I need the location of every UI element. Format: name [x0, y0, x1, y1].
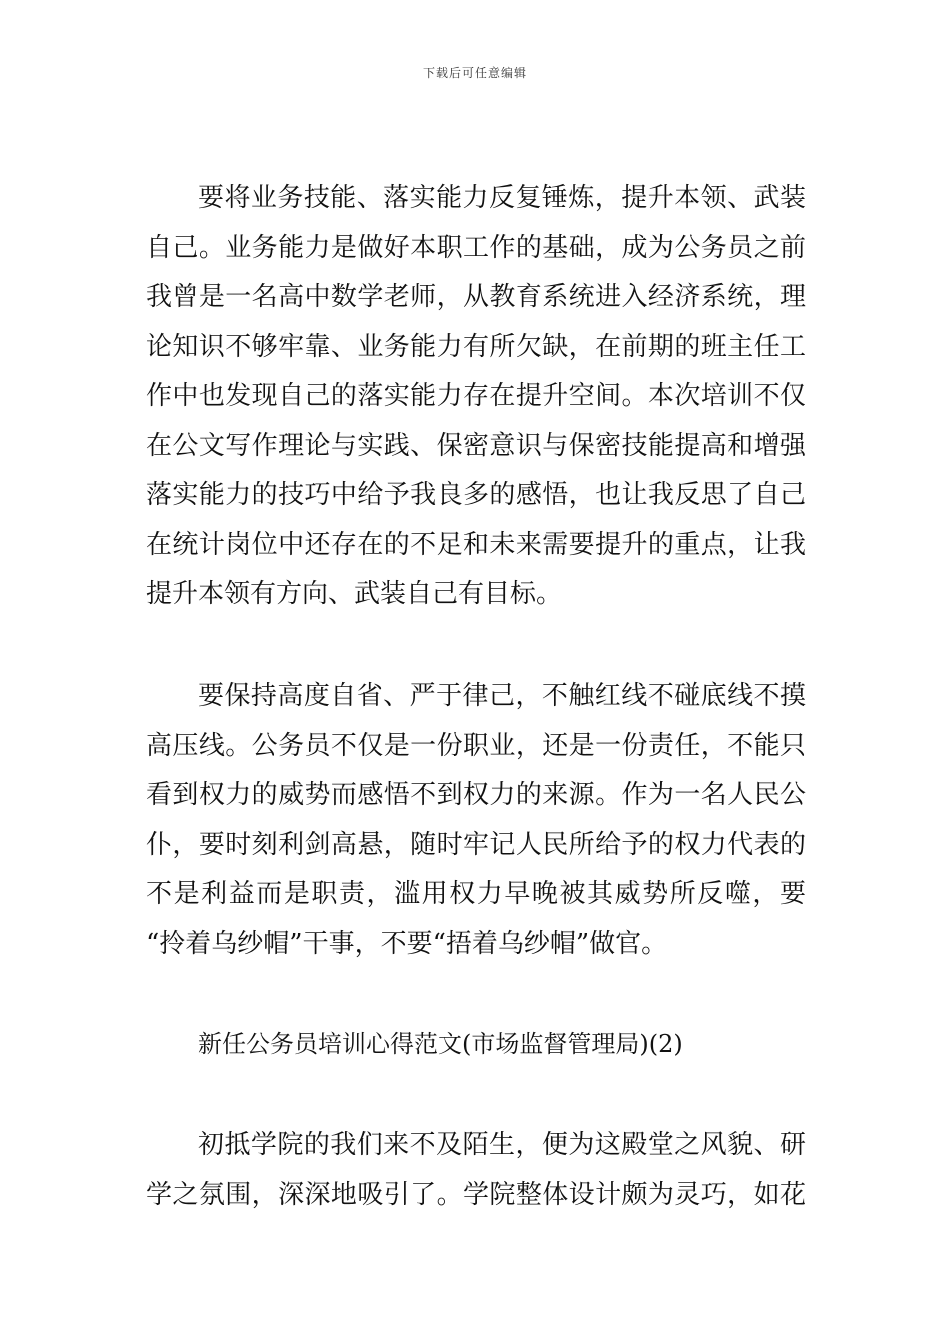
paragraph-line: 我曾是一名高中数学老师，从教育系统进入经济系统，理	[146, 282, 806, 312]
paragraph-line: “拎着乌纱帽”干事，不要“捂着乌纱帽”做官。	[146, 928, 668, 959]
paragraph-line: 学之氛围，深深地吸引了。学院整体设计颇为灵巧，如花	[146, 1179, 806, 1210]
download-watermark: 下载后可任意编辑	[422, 66, 527, 80]
paragraph-line: 初抵学院的我们来不及陌生，便为这殿堂之风貌、研	[198, 1130, 806, 1160]
paragraph-line: 落实能力的技巧中给予我良多的感悟，也让我反思了自己	[146, 480, 806, 510]
paragraph-line: 高压线。公务员不仅是一份职业，还是一份责任，不能只	[146, 730, 806, 761]
paragraph-line: 不是利益而是职责，滥用权力早晚被其威势所反噬，要	[146, 879, 806, 909]
paragraph-line: 提升本领有方向、武装自己有目标。	[146, 579, 563, 609]
paragraph-academy	[146, 1121, 806, 1220]
section-heading: 新任公务员培训心得范文(市场监督管理局)(2)	[198, 1030, 683, 1058]
paragraph-line: 要将业务技能、落实能力反复锤炼，提升本领、武装	[198, 183, 806, 213]
paragraph-skills	[146, 174, 806, 620]
paragraph-line: 作中也发现自己的落实能力存在提升空间。本次培训不仅	[146, 381, 806, 411]
paragraph-self-discipline	[146, 672, 806, 969]
paragraph-line: 仆，要时刻利剑高悬，随时牢记人民所给予的权力代表的	[146, 829, 806, 860]
paragraph-line: 论知识不够牢靠、业务能力有所欠缺，在前期的班主任工	[146, 331, 806, 362]
paragraph-line: 要保持高度自省、严于律己，不触红线不碰底线不摸	[198, 681, 806, 711]
paragraph-line: 在统计岗位中还存在的不足和未来需要提升的重点，让我	[146, 529, 806, 560]
paragraph-line: 自己。业务能力是做好本职工作的基础，成为公务员之前	[146, 232, 806, 263]
paragraph-line: 在公文写作理论与实践、保密意识与保密技能提高和增强	[146, 430, 806, 461]
paragraph-line: 看到权力的威势而感悟不到权力的来源。作为一名人民公	[146, 780, 806, 810]
